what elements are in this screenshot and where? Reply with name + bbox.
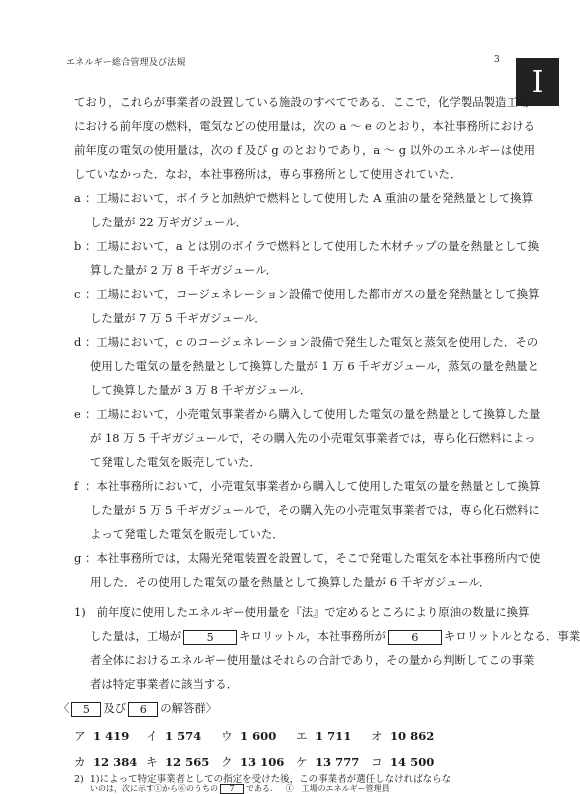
question-1-line: 者全体におけるエネルギー使用量はそれらの合計であり，その量から判断してこの事業 (90, 653, 535, 667)
item-d-line: d ：工場において，c のコージェネレーション設備で発生した電気と蒸気を使用した．その (74, 335, 539, 349)
choice[interactable]: キ 12 565 (146, 755, 210, 769)
item-c-line: c ：工場において，コージェネレーション設備で使用した都市ガスの量を発熱量として換算 (74, 287, 540, 301)
question-number: 1) (74, 605, 86, 619)
page-number: 3 (494, 55, 500, 65)
item-label: c (74, 287, 81, 301)
item-g-line: g ：本社事務所では，太陽光発電装置を設置して，そこで発電した電気を本社事務所内で使 (74, 551, 541, 565)
item-d-line: して換算した量が 3 万 8 千ギガジュール． (90, 383, 312, 397)
choice[interactable]: イ 1 574 (146, 729, 202, 743)
item-a-line: a ：工場において，ボイラと加熱炉で燃料として使用した A 重油の量を発熱量として換算 (74, 191, 534, 205)
answer-group-header: 〈 5 及び 6 の解答群〉 (58, 701, 218, 716)
question-1-line: 1) 前年度に使用したエネルギー使用量を『法』で定めるところにより原油の数量に換算 (74, 605, 530, 619)
item-label: e (74, 407, 81, 421)
item-label: d (74, 335, 82, 349)
intro-line: ており，これらが事業者の設置している施設のすべてである．ここで，化学製品製造工場 (74, 95, 530, 109)
question-1-line: した量は，工場が 5 キロリットル，本社事務所が 6 キロリットルとなる．事業 (90, 629, 580, 644)
answer-group-box-5: 5 (71, 702, 101, 717)
answer-box-7[interactable]: 7 (220, 784, 244, 794)
answer-group-box-6: 6 (128, 702, 158, 717)
choice[interactable]: ケ 13 777 (296, 755, 360, 769)
item-d-line: 使用した電気の量を熱量として換算した量が 1 万 6 千ギガジュール，蒸気の量を熱量と (90, 359, 540, 373)
choice[interactable]: オ 10 862 (371, 729, 435, 743)
item-g-line: 用した．その使用した電気の量を熱量として換算した量が 6 千ギガジュール． (90, 575, 491, 589)
question-2-line: 2) 1)によって特定事業者としての指定を受けた後，この事業者が選任しなければならな (74, 774, 452, 785)
item-e-line: e ：工場において，小売電気事業者から購入して使用した電気の量を熱量として換算した量 (74, 407, 541, 421)
question-2-line: いのは，次に示す①から⑥のうちの 7 である． ① 工場のエネルギー管理員 (90, 784, 390, 793)
item-b-line: 算した量が 2 万 8 千ギガジュール． (90, 263, 278, 277)
question-1-line: 者は特定事業者に該当する． (90, 677, 239, 691)
answer-box-5[interactable]: 5 (183, 630, 237, 645)
item-f-line: した量が 5 万 5 千ギガジュールで，その購入先の小売電気事業者では，専ら化石燃料に (90, 503, 540, 517)
item-c-line: した量が 7 万 5 千ギガジュール． (90, 311, 266, 325)
item-b-line: b ：工場において，a とは別のボイラで燃料として使用した木材チップの量を熱量として換 (74, 239, 540, 253)
intro-line: における前年度の燃料，電気などの使用量は，次の a 〜 e のとおり，本社事務所における (74, 119, 535, 133)
intro-line: していなかった．なお，本社事務所は，専ら事務所として使用されていた． (74, 167, 462, 181)
choice[interactable]: カ 12 384 (74, 755, 138, 769)
item-e-line: て発電した電気を販売していた． (90, 455, 261, 469)
item-a-line: した量が 22 万ギガジュール． (90, 215, 248, 229)
section-tab: I (516, 58, 559, 106)
option-1: ① 工場のエネルギー管理員 (285, 784, 390, 793)
item-label: b (74, 239, 82, 253)
choice[interactable]: エ 1 711 (296, 729, 352, 743)
item-label: f (74, 479, 79, 493)
intro-line: 前年度の電気の使用量は，次の f 及び g のとおりであり，a 〜 g 以外のエネルギーは使用 (74, 143, 535, 157)
item-f-line: よって発電した電気を販売していた． (90, 527, 284, 541)
running-header-title: エネルギー総合管理及び法規 (66, 58, 186, 68)
choice[interactable]: ウ 1 600 (221, 729, 277, 743)
item-label: a (74, 191, 81, 205)
question-number: 2) (74, 774, 84, 785)
item-label: g (74, 551, 82, 565)
item-e-line: が 18 万 5 千ギガジュールで，その購入先の小売電気事業者では，専ら化石燃料によっ (90, 431, 536, 445)
choice[interactable]: ク 13 106 (221, 755, 285, 769)
choice[interactable]: ア 1 419 (74, 729, 130, 743)
choice[interactable]: コ 14 500 (371, 755, 435, 769)
item-f-line: f ：本社事務所において，小売電気事業者から購入して使用した電気の量を熱量として換算 (74, 479, 541, 493)
answer-box-6[interactable]: 6 (388, 630, 442, 645)
